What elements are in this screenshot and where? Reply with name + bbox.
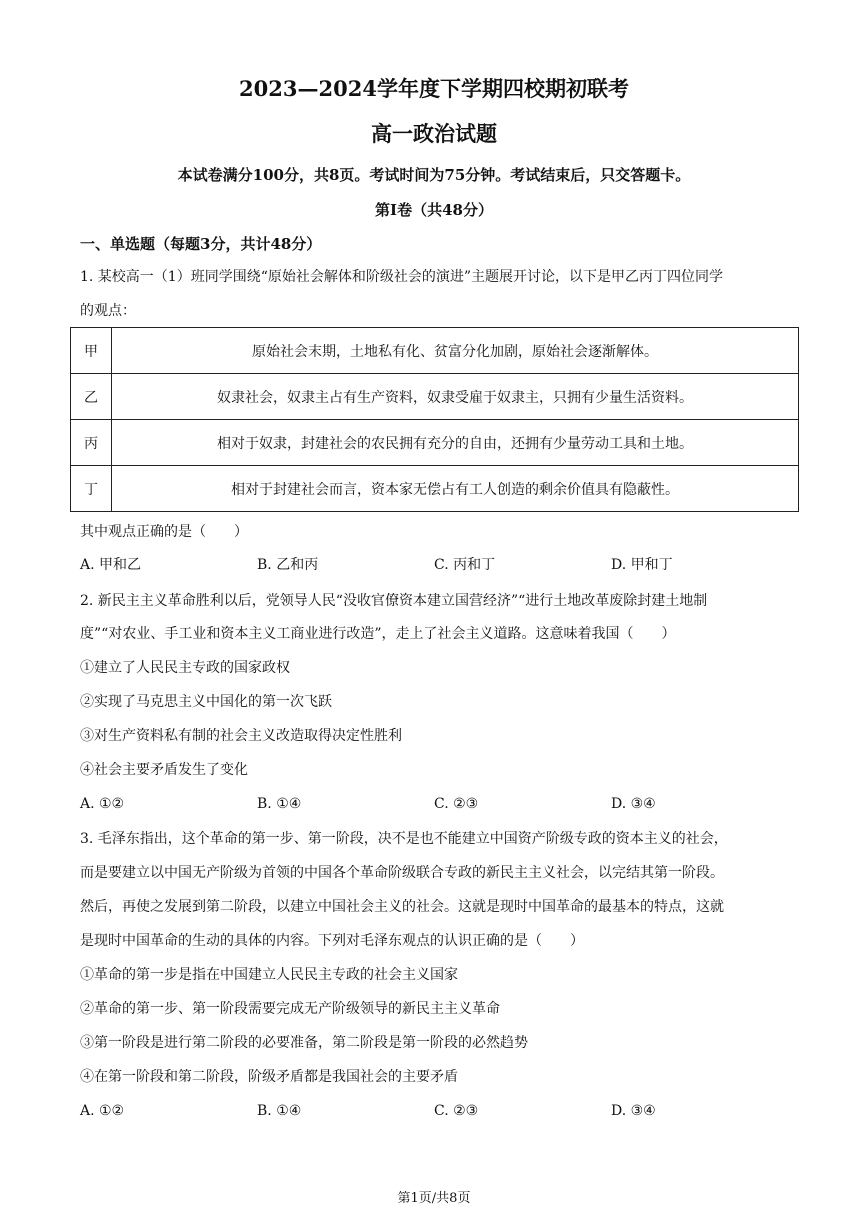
q3-item-1: ①革命的第一步是指在中国建立人民民主专政的社会主义国家 (80, 967, 458, 983)
table-row (71, 466, 799, 512)
q3-option-c[interactable]: C. ②③ (434, 1103, 479, 1119)
q2-option-b[interactable]: B. ①④ (257, 796, 302, 812)
q1-stem-line1: 1. 某校高一（1）班同学围绕“原始社会解体和阶级社会的演进”主题展开讨论，以下是甲乙丙丁四位同学 (80, 269, 724, 285)
row-label: 乙 (71, 374, 112, 420)
q3-option-d[interactable]: D. ③④ (611, 1103, 656, 1119)
table-row (71, 420, 799, 466)
q1-option-a[interactable]: A. 甲和乙 (80, 557, 142, 573)
exam-subtitle: 高一政治试题 (371, 121, 497, 146)
q3-item-4: ④在第一阶段和第二阶段，阶级矛盾都是我国社会的主要矛盾 (80, 1069, 458, 1085)
section-heading: 一、单选题（每题3分，共计48分） (80, 235, 322, 253)
q3-stem-line3: 然后，再使之发展到第二阶段，以建立中国社会主义的社会。这就是现时中国革命的最基本的特点，这就 (80, 899, 724, 915)
q2-item-4: ④社会主要矛盾发生了变化 (80, 762, 248, 778)
row-label: 丁 (71, 466, 112, 512)
row-label: 甲 (71, 328, 112, 374)
row-text: 相对于奴隶，封建社会的农民拥有充分的自由，还拥有少量劳动工具和土地。 (112, 420, 799, 466)
row-text: 奴隶社会，奴隶主占有生产资料，奴隶受雇于奴隶主，只拥有少量生活资料。 (112, 374, 799, 420)
q2-option-a[interactable]: A. ①② (80, 796, 125, 812)
q1-option-b[interactable]: B. 乙和丙 (257, 557, 319, 573)
table-row (71, 374, 799, 420)
q3-stem-line4: 是现时中国革命的生动的具体的内容。下列对毛泽东观点的认识正确的是（ ） (80, 933, 584, 949)
q2-item-2: ②实现了马克思主义中国化的第一次飞跃 (80, 694, 332, 710)
q1-stem-line2: 的观点： (80, 303, 136, 319)
exam-title: 2023—2024学年度下学期四校期初联考 (239, 76, 629, 101)
q3-stem-line1: 3. 毛泽东指出，这个革命的第一步、第一阶段，决不是也不能建立中国资产阶级专政的资本主义的社会， (80, 831, 728, 847)
q2-item-3: ③对生产资料私有制的社会主义改造取得决定性胜利 (80, 728, 402, 744)
q3-stem-line2: 而是要建立以中国无产阶级为首领的中国各个革命阶级联合专政的新民主主义社会，以完结其第一阶段。 (80, 865, 724, 881)
q2-stem-line2: 度”“对农业、手工业和资本主义工商业进行改造”，走上了社会主义道路。这意味着我国（ ） (80, 626, 676, 642)
q1-opinion-table (70, 327, 799, 512)
q3-item-2: ②革命的第一步、第一阶段需要完成无产阶级领导的新民主主义革命 (80, 1001, 500, 1017)
q2-item-1: ①建立了人民民主专政的国家政权 (80, 660, 290, 676)
row-text: 原始社会末期，土地私有化、贫富分化加剧，原始社会逐渐解体。 (112, 328, 799, 374)
q2-stem-line1: 2. 新民主主义革命胜利以后，党领导人民“没收官僚资本建立国营经济”“进行土地改革废除封建土地制 (80, 593, 708, 609)
q3-item-3: ③第一阶段是进行第二阶段的必要准备，第二阶段是第一阶段的必然趋势 (80, 1035, 528, 1051)
exam-info: 本试卷满分100分，共8页。考试时间为75分钟。考试结束后，只交答题卡。 (177, 166, 691, 184)
row-text: 相对于封建社会而言，资本家无偿占有工人创造的剩余价值具有隐蔽性。 (112, 466, 799, 512)
q2-option-d[interactable]: D. ③④ (611, 796, 656, 812)
q1-option-d[interactable]: D. 甲和丁 (611, 557, 673, 573)
page-number: 第1页/共8页 (397, 1191, 471, 1206)
q2-option-c[interactable]: C. ②③ (434, 796, 479, 812)
volume-heading: 第Ⅰ卷（共48分） (375, 201, 493, 219)
q1-prompt: 其中观点正确的是（ ） (80, 524, 248, 540)
q3-option-b[interactable]: B. ①④ (257, 1103, 302, 1119)
row-label: 丙 (71, 420, 112, 466)
q1-option-c[interactable]: C. 丙和丁 (434, 557, 496, 573)
table-row (71, 328, 799, 374)
q3-option-a[interactable]: A. ①② (80, 1103, 125, 1119)
